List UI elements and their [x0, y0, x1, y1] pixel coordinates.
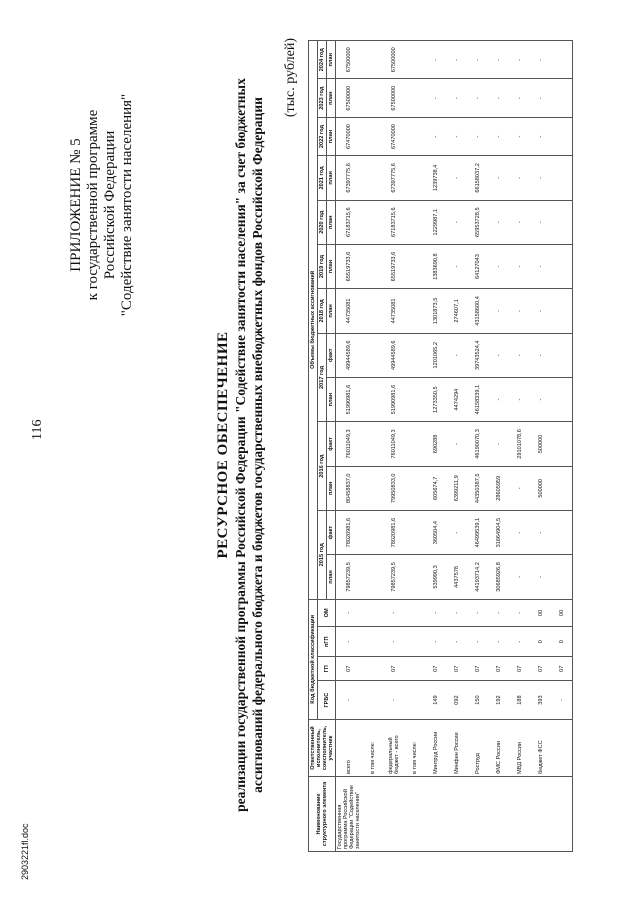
document-subtitle-1: реализации государственной программы Российской Федерации "Содействие занятости населения" за счет бюджетных	[233, 78, 248, 812]
cell-value: -	[488, 200, 509, 244]
cell-om: -	[488, 599, 509, 626]
header-plan: план	[327, 466, 336, 510]
cell-value: -	[488, 41, 509, 79]
header-year: 2018 год	[318, 289, 327, 333]
cell-om: -	[446, 599, 467, 626]
cell-name	[383, 777, 404, 852]
cell-value: 360504,4	[425, 510, 446, 554]
cell-value: -	[488, 156, 509, 200]
cell-value: 1229987,1	[425, 200, 446, 244]
cell-value	[362, 377, 383, 421]
table-row	[336, 41, 363, 852]
cell-value	[404, 377, 425, 421]
table-row	[551, 41, 573, 852]
cell-value: 4474294	[446, 377, 467, 421]
header-year: 2017 год	[318, 333, 327, 422]
resource-table	[308, 40, 573, 852]
cell-value: -	[530, 377, 551, 421]
cell-value: 500000	[530, 466, 551, 510]
rotated-page-content	[40, 20, 630, 870]
cell-value: 79857239,5	[336, 555, 363, 599]
cell-value: 67183715,6	[336, 200, 363, 244]
cell-exec: бюджет ФСС	[530, 720, 551, 777]
cell-value: -	[446, 41, 467, 79]
cell-value: -	[509, 117, 530, 155]
cell-value: 44350387,5	[467, 466, 488, 510]
cell-grbs: -	[336, 681, 363, 720]
cell-value: 67500000	[383, 41, 404, 79]
cell-exec: Минтруд России	[425, 720, 446, 777]
cell-value: -	[425, 79, 446, 117]
header-gp: ГП	[318, 657, 336, 681]
cell-pgp	[362, 627, 383, 657]
appendix-line-2: к государственной программе	[85, 109, 101, 301]
cell-om: -	[425, 599, 446, 626]
header-fact: факт	[327, 510, 336, 554]
cell-value: -	[488, 333, 509, 377]
cell-value: 49944589,6	[336, 333, 363, 377]
cell-value	[404, 200, 425, 244]
cell-grbs: 092	[446, 681, 467, 720]
cell-value: 39743524,4	[467, 333, 488, 377]
table-row	[446, 41, 467, 852]
cell-value	[362, 510, 383, 554]
header-plan: план	[327, 377, 336, 421]
cell-value	[551, 117, 573, 155]
cell-value	[362, 244, 383, 288]
cell-gp: 07	[488, 657, 509, 681]
cell-value	[551, 555, 573, 599]
cell-value: 67397775,6	[336, 156, 363, 200]
cell-gp: 07	[336, 657, 363, 681]
table-row	[404, 41, 425, 852]
header-year: 2015 год	[318, 510, 327, 599]
cell-value: -	[467, 79, 488, 117]
cell-value: -	[530, 510, 551, 554]
cell-value: 1239738,4	[425, 156, 446, 200]
header-fact: факт	[327, 333, 336, 377]
cell-pgp: -	[467, 627, 488, 657]
cell-value: -	[509, 466, 530, 510]
header-fact: факт	[327, 422, 336, 466]
cell-value	[404, 117, 425, 155]
cell-value: 67500000	[336, 79, 363, 117]
cell-value: -	[488, 79, 509, 117]
cell-value: 500000	[530, 422, 551, 466]
cell-grbs: -	[383, 681, 404, 720]
cell-value: -	[530, 79, 551, 117]
cell-value	[404, 289, 425, 333]
cell-om: -	[509, 599, 530, 626]
cell-value: -	[446, 333, 467, 377]
cell-value: 76011049,3	[383, 422, 404, 466]
cell-value: 44735081	[383, 289, 404, 333]
cell-value	[362, 289, 383, 333]
cell-value: -	[530, 200, 551, 244]
appendix-block	[68, 40, 136, 370]
cell-value: -	[446, 422, 467, 466]
document-heading	[215, 20, 266, 870]
cell-value: 44735081	[336, 289, 363, 333]
cell-value	[362, 41, 383, 79]
cell-om: -	[383, 599, 404, 626]
cell-value	[551, 422, 573, 466]
header-year: 2019 год	[318, 244, 327, 288]
cell-gp: 07	[425, 657, 446, 681]
cell-exec: федеральный бюджет - всего	[383, 720, 404, 777]
cell-value	[551, 289, 573, 333]
cell-value: 64127043	[467, 244, 488, 288]
cell-exec	[551, 720, 573, 777]
cell-value: 65519733,6	[383, 244, 404, 288]
cell-exec: в том числе:	[362, 720, 383, 777]
cell-value: 65519733,6	[336, 244, 363, 288]
cell-value: 274607,1	[446, 289, 467, 333]
cell-value	[404, 422, 425, 466]
cell-value: 43158600,4	[467, 289, 488, 333]
header-plan: план	[327, 79, 336, 117]
cell-value	[362, 555, 383, 599]
header-code: Код бюджетной классификации	[309, 599, 318, 719]
cell-value	[551, 41, 573, 79]
cell-value	[551, 244, 573, 288]
cell-exec: МВД России	[509, 720, 530, 777]
cell-gp	[404, 657, 425, 681]
cell-value: 539990,3	[425, 555, 446, 599]
cell-value: -	[425, 41, 446, 79]
cell-value: -	[467, 117, 488, 155]
header-executor: Ответственный исполнитель, соисполнитель, участник	[309, 720, 336, 777]
cell-om: -	[336, 599, 363, 626]
cell-pgp: 0	[551, 627, 573, 657]
document-subtitle-2: ассигнований федерального бюджета и бюджетов государственных внебюджетных фондов Российской Федерации	[250, 97, 265, 793]
cell-value	[404, 41, 425, 79]
cell-value: 67470000	[383, 117, 404, 155]
header-year: 2024 год	[318, 41, 327, 79]
header-year: 2021 год	[318, 156, 327, 200]
cell-value: 1383690,8	[425, 244, 446, 288]
cell-gp: 07	[509, 657, 530, 681]
cell-grbs: 393	[530, 681, 551, 720]
header-plan: план	[327, 244, 336, 288]
cell-value: 80458837,0	[336, 466, 363, 510]
cell-grbs: 188	[509, 681, 530, 720]
cell-value: -	[509, 555, 530, 599]
cell-value: 67470000	[336, 117, 363, 155]
cell-value: 31664904,5	[488, 510, 509, 554]
cell-value: -	[488, 289, 509, 333]
cell-gp	[362, 657, 383, 681]
cell-value: -	[467, 41, 488, 79]
cell-value: -	[446, 156, 467, 200]
cell-value: 79857239,5	[383, 555, 404, 599]
cell-gp: 07	[530, 657, 551, 681]
table-row	[362, 41, 383, 852]
header-plan: план	[327, 200, 336, 244]
cell-value	[551, 466, 573, 510]
cell-value: 51990981,6	[336, 377, 363, 421]
cell-name	[425, 777, 446, 852]
cell-value: 49944589,6	[383, 333, 404, 377]
cell-value: -	[446, 510, 467, 554]
cell-value	[551, 333, 573, 377]
cell-value: 65953728,5	[467, 200, 488, 244]
cell-value: -	[488, 117, 509, 155]
cell-name	[446, 777, 467, 852]
cell-value	[362, 79, 383, 117]
cell-pgp: -	[488, 627, 509, 657]
header-year: 2023 год	[318, 79, 327, 117]
appendix-line-4: "Содействие занятости населения"	[119, 93, 135, 317]
cell-value	[404, 466, 425, 510]
cell-grbs: -	[551, 681, 573, 720]
cell-pgp: -	[446, 627, 467, 657]
cell-om: 00	[530, 599, 551, 626]
header-grbs: ГРБС	[318, 681, 336, 720]
table-row	[467, 41, 488, 852]
cell-exec: в том числе:	[404, 720, 425, 777]
units-label: (тыс. рублей)	[283, 38, 298, 118]
cell-value: -	[446, 117, 467, 155]
header-om: ОМ	[318, 599, 336, 626]
cell-value	[551, 377, 573, 421]
cell-value: -	[530, 244, 551, 288]
cell-value	[362, 333, 383, 377]
cell-value: 67500000	[383, 79, 404, 117]
cell-value: 51990981,6	[383, 377, 404, 421]
cell-value: -	[509, 333, 530, 377]
cell-om: 00	[551, 599, 573, 626]
cell-value: -	[509, 289, 530, 333]
table-row	[488, 41, 509, 852]
cell-value: 67397775,6	[383, 156, 404, 200]
cell-value	[551, 79, 573, 117]
cell-value: 78020981,6	[383, 510, 404, 554]
cell-value: -	[509, 156, 530, 200]
cell-value: 76011049,3	[336, 422, 363, 466]
cell-exec: Роструд	[467, 720, 488, 777]
cell-exec: ФМС России	[488, 720, 509, 777]
cell-name	[551, 777, 573, 852]
cell-value: 67183715,6	[383, 200, 404, 244]
header-plan: план	[327, 555, 336, 599]
cell-name	[362, 777, 383, 852]
cell-name	[488, 777, 509, 852]
table-row	[530, 41, 551, 852]
cell-value: 46499539,1	[467, 510, 488, 554]
header-year: 2022 год	[318, 117, 327, 155]
cell-value: 4437578	[446, 555, 467, 599]
document-filename: 2903221fl.doc	[20, 823, 30, 880]
cell-grbs: 192	[488, 681, 509, 720]
cell-pgp	[404, 627, 425, 657]
cell-pgp: -	[425, 627, 446, 657]
appendix-line-3: Российской Федерации	[102, 130, 118, 280]
cell-name	[404, 777, 425, 852]
cell-value: -	[509, 200, 530, 244]
header-year: 2020 год	[318, 200, 327, 244]
header-plan: план	[327, 117, 336, 155]
header-plan: план	[327, 41, 336, 79]
table-row	[425, 41, 446, 852]
cell-value: 66158037,2	[467, 156, 488, 200]
cell-value: 28605959	[488, 466, 509, 510]
cell-value	[362, 156, 383, 200]
cell-value: -	[509, 244, 530, 288]
cell-gp: 07	[551, 657, 573, 681]
cell-value: -	[530, 333, 551, 377]
cell-value	[551, 156, 573, 200]
table-body	[336, 41, 573, 852]
cell-value	[362, 117, 383, 155]
table-row	[509, 41, 530, 852]
cell-pgp: -	[336, 627, 363, 657]
cell-value: -	[530, 156, 551, 200]
cell-value	[551, 200, 573, 244]
header-plan: план	[327, 156, 336, 200]
cell-value: 1273350,5	[425, 377, 446, 421]
cell-exec: всего	[336, 720, 363, 777]
cell-value	[551, 510, 573, 554]
cell-value: -	[446, 79, 467, 117]
cell-value: -	[446, 200, 467, 244]
cell-value: 78020981,6	[336, 510, 363, 554]
cell-value	[404, 333, 425, 377]
cell-om	[362, 599, 383, 626]
cell-grbs	[362, 681, 383, 720]
cell-om: -	[467, 599, 488, 626]
page-number: 116	[30, 419, 45, 440]
cell-value: 29101078,6	[509, 422, 530, 466]
cell-value: -	[530, 117, 551, 155]
cell-value: 44193714,2	[467, 555, 488, 599]
cell-value	[362, 422, 383, 466]
header-volumes: Объемы бюджетных ассигнований	[309, 41, 318, 600]
cell-value: 79950833,0	[383, 466, 404, 510]
cell-grbs: 149	[425, 681, 446, 720]
cell-value	[404, 510, 425, 554]
cell-grbs: 150	[467, 681, 488, 720]
cell-value	[404, 79, 425, 117]
cell-value: 605674,7	[425, 466, 446, 510]
cell-value: -	[530, 555, 551, 599]
cell-value: -	[446, 244, 467, 288]
cell-value	[362, 466, 383, 510]
cell-name	[509, 777, 530, 852]
cell-value: 1301873,5	[425, 289, 446, 333]
cell-name: Государственная программа Российской Федерации "Содействие занятости населения"	[336, 777, 363, 852]
cell-om	[404, 599, 425, 626]
cell-gp: 07	[446, 657, 467, 681]
cell-value	[362, 200, 383, 244]
cell-value: -	[509, 377, 530, 421]
cell-value	[404, 555, 425, 599]
header-pgp: пГП	[318, 627, 336, 657]
table-row	[383, 41, 404, 852]
cell-name	[530, 777, 551, 852]
cell-value: -	[488, 377, 509, 421]
cell-name	[467, 777, 488, 852]
cell-value: -	[509, 41, 530, 79]
header-year: 2016 год	[318, 422, 327, 511]
cell-value: -	[530, 41, 551, 79]
cell-value: -	[488, 422, 509, 466]
cell-value: 30685926,8	[488, 555, 509, 599]
appendix-line-1: ПРИЛОЖЕНИЕ № 5	[68, 138, 84, 272]
cell-gp: 07	[383, 657, 404, 681]
cell-value: 46190070,3	[467, 422, 488, 466]
cell-value: -	[509, 510, 530, 554]
cell-exec: Минфин России	[446, 720, 467, 777]
cell-value: 690288	[425, 422, 446, 466]
document-title: РЕСУРСНОЕ ОБЕСПЕЧЕНИЕ	[215, 331, 231, 559]
cell-value	[404, 244, 425, 288]
cell-pgp: -	[383, 627, 404, 657]
header-plan: план	[327, 289, 336, 333]
cell-gp: 07	[467, 657, 488, 681]
cell-value: 67500000	[336, 41, 363, 79]
cell-value: -	[509, 79, 530, 117]
cell-value: -	[425, 117, 446, 155]
cell-value: -	[530, 289, 551, 333]
cell-value: 6399211,9	[446, 466, 467, 510]
cell-grbs	[404, 681, 425, 720]
cell-value: 46158339,1	[467, 377, 488, 421]
cell-value: 1201065,2	[425, 333, 446, 377]
cell-pgp: -	[509, 627, 530, 657]
cell-value	[404, 156, 425, 200]
cell-value: -	[488, 244, 509, 288]
cell-pgp: 0	[530, 627, 551, 657]
header-name: Наименование структурного элемента	[309, 777, 336, 852]
